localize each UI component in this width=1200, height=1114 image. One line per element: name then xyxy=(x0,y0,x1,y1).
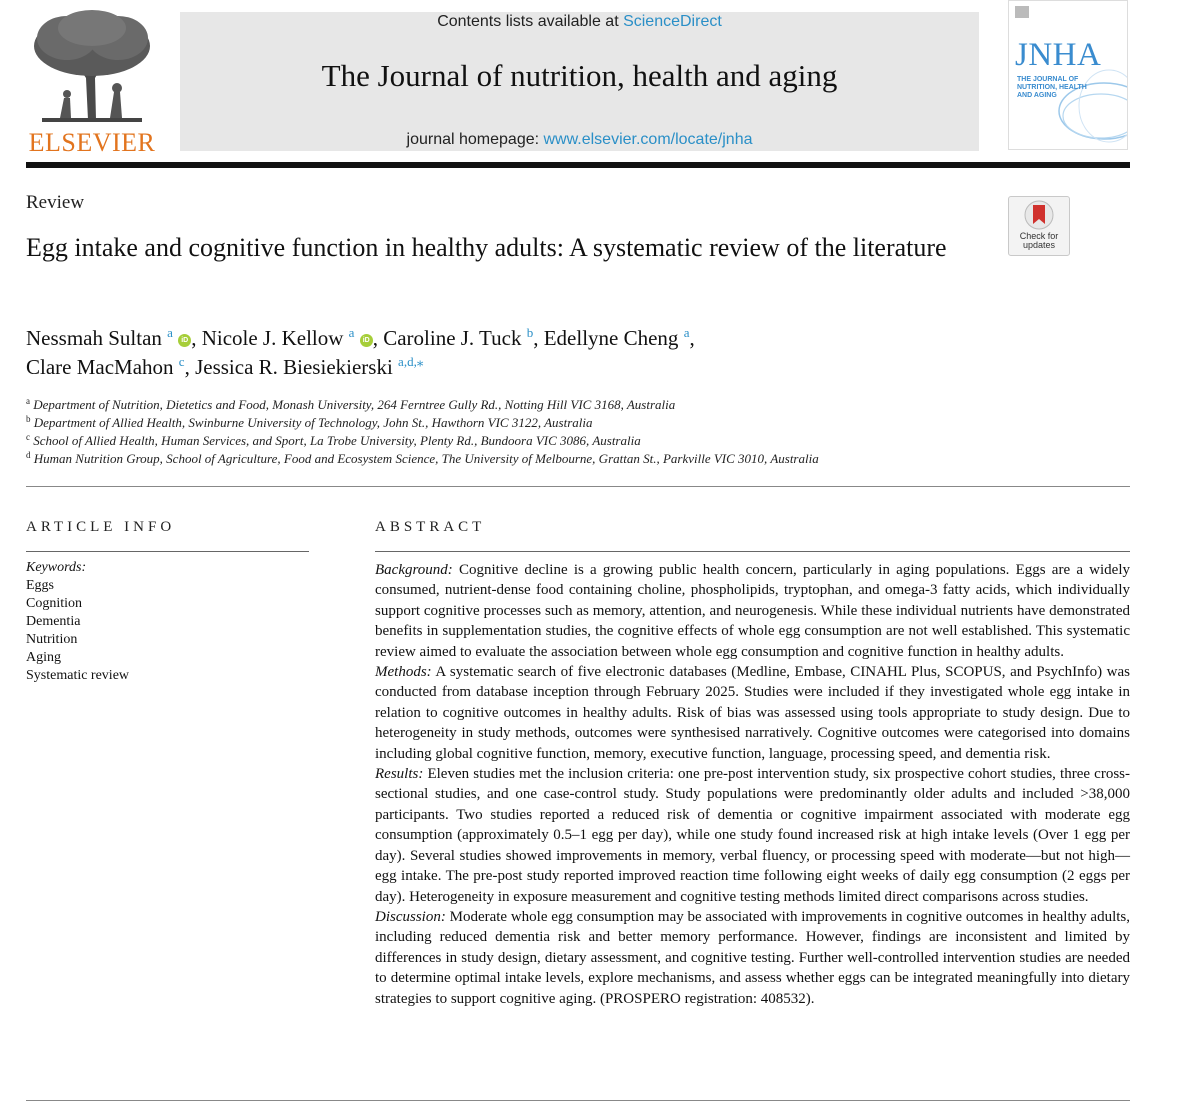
article-info-heading: ARTICLE INFO xyxy=(26,519,176,535)
publisher-name: ELSEVIER xyxy=(28,128,156,157)
orcid-icon[interactable]: iD xyxy=(178,334,191,347)
keyword[interactable]: Cognition xyxy=(26,596,83,611)
keyword[interactable]: Aging xyxy=(26,650,61,665)
keywords-block xyxy=(26,559,316,685)
results-text: Eleven studies met the inclusion criteria: one pre-post intervention study, six prospective cohort studies, three cross-sectional studies, and one case-control study. Study populations were predominantly older adults and included >38,000 participants. Two studies reported a reduced risk of dementia or cognitive impairment associated with moderate egg consumption (approximately 0.5–1 egg per day), while one study found increased risk at high intake levels (Over 1 egg per day). Several studies showed improvements in memory, verbal fluency, or processing speed with moderate—but not high—egg intake. The pre-post study reported improved reaction time following eight weeks of daily egg consumption (2 eggs per day). Heterogeneity in exposure measurement and cognitive testing methods limited direct comparisons across studies. xyxy=(375,766,1130,905)
affiliation-sup: a xyxy=(26,396,30,406)
abstract-discussion xyxy=(375,907,1130,1009)
header-rule xyxy=(26,162,1130,168)
affiliation xyxy=(26,450,1126,468)
abstract-background xyxy=(375,560,1130,662)
author-name[interactable]: Clare MacMahon xyxy=(26,355,174,379)
discussion-label: Discussion: xyxy=(375,908,446,925)
author-name[interactable]: Jessica R. Biesiekierski xyxy=(195,355,393,379)
affiliation-text: Human Nutrition Group, School of Agriculture, Food and Ecosystem Science, The University of Melbourne, Grattan St., Parkville VIC 3010, Australia xyxy=(33,451,819,466)
author-affil-sup[interactable]: a,d,⁎ xyxy=(398,354,424,369)
crossmark-label: Check for updates xyxy=(1019,231,1059,250)
cover-subtitle: THE JOURNAL OF NUTRITION, HEALTH AND AGING xyxy=(1017,76,1087,99)
homepage-link[interactable]: www.elsevier.com/locate/jnha xyxy=(543,131,753,148)
contents-prefix: Contents lists available at xyxy=(437,13,624,30)
affiliation xyxy=(26,432,1126,450)
author-affil-sup[interactable]: c xyxy=(178,354,185,369)
affiliation-text: School of Allied Health, Human Services, and Sport, La Trobe University, Plenty Rd., Bundoora VIC 3086, Australia xyxy=(33,433,641,448)
article-type: Review xyxy=(26,192,85,213)
affiliation-list xyxy=(26,396,1126,468)
author-affil-sup[interactable]: a xyxy=(167,325,173,340)
journal-cover[interactable] xyxy=(1008,0,1128,150)
author-name[interactable]: Caroline J. Tuck xyxy=(383,326,522,350)
journal-homepage xyxy=(180,131,979,149)
crossmark-icon xyxy=(1009,198,1069,234)
abstract-results xyxy=(375,764,1130,907)
orcid-icon[interactable]: iD xyxy=(360,334,373,347)
affiliation-sup: c xyxy=(26,432,30,442)
sciencedirect-link[interactable]: ScienceDirect xyxy=(623,13,722,30)
contents-availability xyxy=(180,13,979,31)
affiliation-sup: b xyxy=(26,414,31,424)
footer-rule xyxy=(26,1100,1130,1101)
abstract-body xyxy=(375,560,1130,1009)
background-label: Background: xyxy=(375,562,453,578)
homepage-prefix: journal homepage: xyxy=(406,131,544,148)
section-divider xyxy=(26,486,1130,487)
author-name[interactable]: Nessmah Sultan xyxy=(26,326,162,350)
elsevier-tree-icon xyxy=(22,8,162,126)
author-affil-sup[interactable]: b xyxy=(526,325,534,340)
affiliation-sup: d xyxy=(26,450,31,460)
abstract-heading: ABSTRACT xyxy=(375,519,486,535)
journal-title: The Journal of nutrition, health and aging xyxy=(321,58,838,93)
author-name[interactable]: Nicole J. Kellow xyxy=(201,326,344,350)
keyword[interactable]: Systematic review xyxy=(26,668,130,683)
keywords-label: Keywords: xyxy=(26,560,87,575)
affiliation-text: Department of Allied Health, Swinburne University of Technology, John St., Hawthorn VIC 3122, Australia xyxy=(33,415,593,430)
affiliation xyxy=(26,414,1126,432)
background-text: Cognitive decline is a growing public health concern, particularly in aging populations. Eggs are a widely consumed, nutrient-dense food containing choline, phospholipids, tryptophan, and omega-3 fatty acids, which individually support cognitive processes such as memory, attention, and neurogenesis. While these individual nutrients have demonstrated benefits in supplementation studies, the cognitive effects of whole egg consumption are not well established. This systematic review aimed to evaluate the association between whole egg consumption and cognitive function in healthy adults. xyxy=(375,562,1130,660)
discussion-text: Moderate whole egg consumption may be associated with improvements in cognitive outcomes in healthy adults, including reduced dementia risk and better memory performance. However, findings are inconsistent and limited by differences in study design, dietary assessment, and cognitive testing. Further well-controlled intervention studies are needed to determine optimal intake levels, explore mechanisms, and assess whether eggs can be integrated meaningfully into dietary strategies to support cognitive aging. (PROSPERO registration: 408532). xyxy=(375,908,1130,1007)
cover-acronym: JNHA xyxy=(1015,37,1102,73)
results-label: Results: xyxy=(375,766,424,783)
article-info-rule xyxy=(26,551,309,552)
affiliation-text: Department of Nutrition, Dietetics and Food, Monash University, 264 Ferntree Gully Rd., Notting Hill VIC 3168, Australia xyxy=(33,397,676,412)
keyword[interactable]: Eggs xyxy=(26,578,54,593)
article-title: Egg intake and cognitive function in healthy adults: A systematic review of the literature xyxy=(26,233,947,262)
author-affil-sup[interactable]: a xyxy=(683,325,690,340)
author-affil-sup[interactable]: a xyxy=(348,325,355,340)
abstract-rule xyxy=(375,551,1130,552)
keyword[interactable]: Dementia xyxy=(26,614,81,629)
abstract-methods xyxy=(375,662,1130,764)
author-name[interactable]: Edellyne Cheng xyxy=(543,326,679,350)
methods-text: A systematic search of five electronic databases (Medline, Embase, CINAHL Plus, SCOPUS, and PsychInfo) was conducted from database inception through February 2025. Studies were included if they investigated whole egg intake in relation to cognitive outcomes in healthy adults. Risk of bias was assessed using tools appropriate to study design. Due to heterogeneity in study methods, outcomes were synthesised narratively. Cognitive outcomes were categorised into domains including global cognitive function, memory, executive function, language, processing speed, and dementia risk. xyxy=(375,664,1130,762)
keyword[interactable]: Nutrition xyxy=(26,632,78,647)
author-list: Nessmah Sultan $^a$ iD , Nicole J. Kellow $^a$ iD , Caroline J. Tuck $^b$, Edellyne Cheng $^a$, Clare MacMahon $^c$, Jessica R. Biesiekierski $^{a,d,⁎}$ xyxy=(26,325,695,379)
check-for-updates-button[interactable] xyxy=(1008,196,1070,256)
affiliation xyxy=(26,396,1126,414)
methods-label: Methods: xyxy=(375,664,432,681)
elsevier-logo xyxy=(22,8,162,156)
